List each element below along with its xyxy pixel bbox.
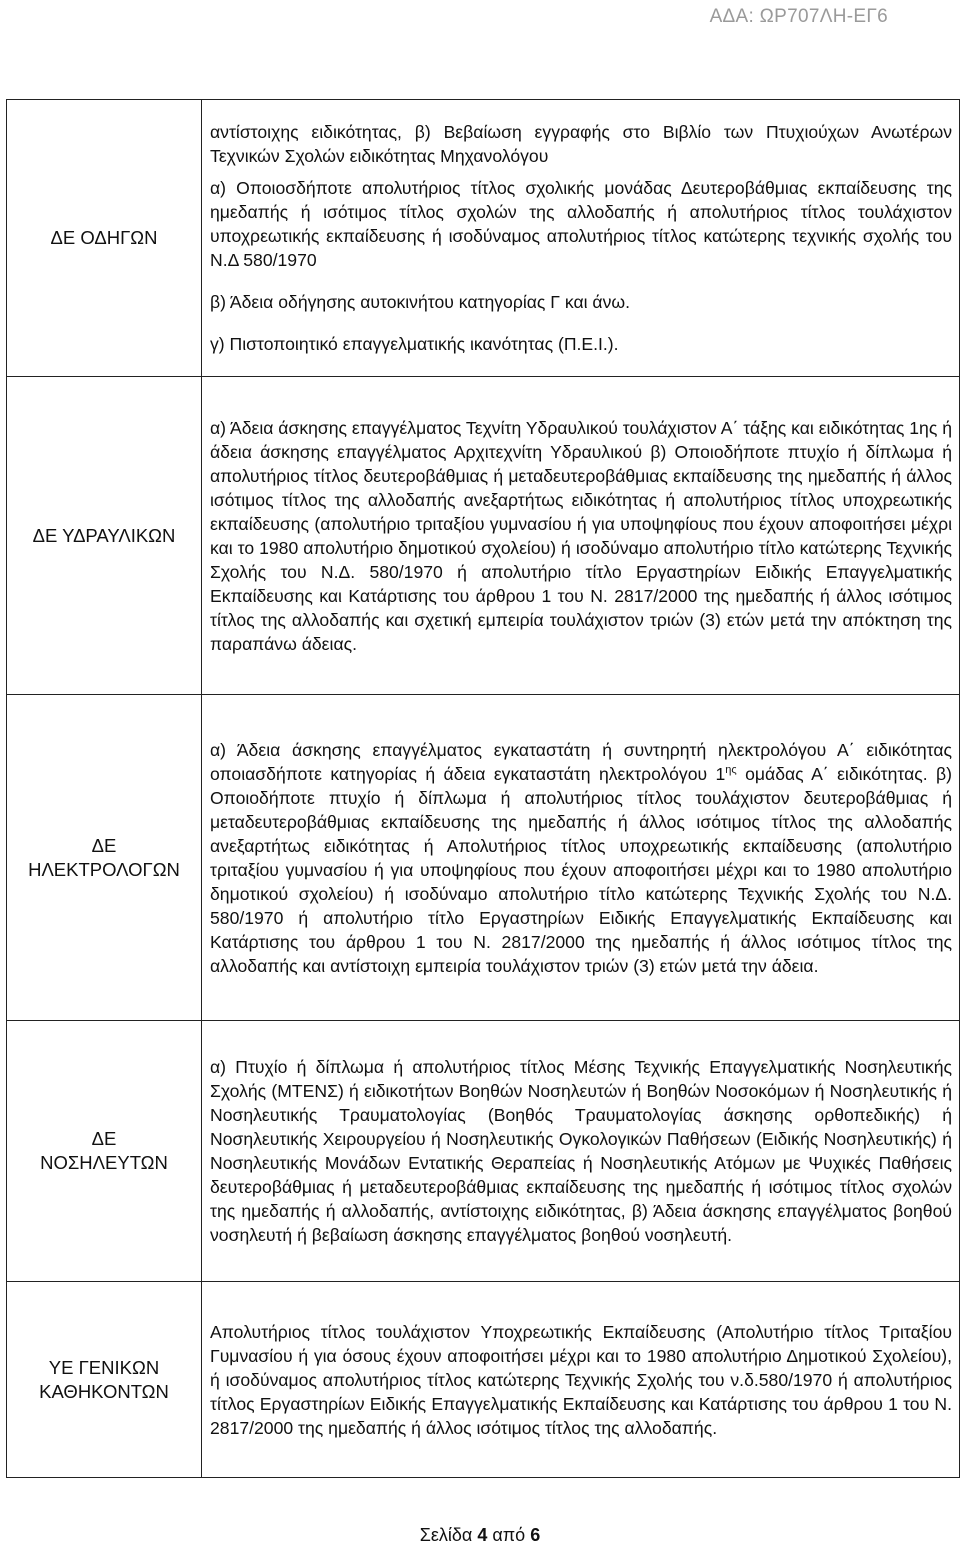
role-general-line1: ΥΕ ΓΕΝΙΚΩΝ bbox=[48, 1356, 160, 1378]
role-cell bbox=[7, 1021, 202, 1282]
role-plumbers: ΔΕ ΥΔΡΑΥΛΙΚΩΝ bbox=[32, 524, 176, 546]
role-nurses-line2: ΝΟΣΗΛΕΥΤΩΝ bbox=[40, 1152, 168, 1173]
role-nurses-line1: ΔΕ bbox=[91, 1128, 117, 1149]
table-row bbox=[7, 1282, 960, 1478]
role-cell bbox=[7, 1282, 202, 1478]
qual-paragraph: β) Άδεια οδήγησης αυτοκινήτου κατηγορίας Γ και άνω. bbox=[210, 292, 631, 312]
qual-paragraph: α) Άδεια άσκησης επαγγέλματος Τεχνίτη Υδραυλικού τουλάχιστον Α΄ τάξης και ειδικότητας 1ης ή άδεια άσκησης επαγγέλματος Αρχιτεχνίτη Υδραυλικού β) Οποιοδήποτε πτυχίο ή δίπλωμα ή απολυτήριος τίτλος δευτεροβάθμιας ή μεταδευτεροβάθμιας εκπαίδευσης της ημεδαπής ή άλλος ισότιμος τίτλος της αλλοδαπής ανεξαρτήτως ειδικότητας ή απολυτήριος τίτλος υποχρεωτικής εκπαίδευσης (απολυτήριο τριταξίου γυμνασίου ή για υποψηφίους που έχουν αποφοιτήσει μέχρι και το 1980 απολυτήριο δημοτικού σχολείου) ή ισοδύναμο απολυτήριο τίτλο κατώτερης Τεχνικής Σχολής του Ν.Δ. 580/1970 ή απολυτήριο τίτλο Εργαστηρίων Ειδικής Επαγγελματικής Εκπαίδευσης και Κατάρτισης του άρθρου 1 του Ν. 2817/2000 της ημεδαπής ή άλλος ισότιμος τίτλος της αλλοδαπής και σχετική εμπειρία τουλάχιστον τριών (3) ετών μετά την απόκτηση της παραπάνω άδειας. bbox=[210, 417, 952, 654]
qualification-cell bbox=[202, 377, 960, 695]
role-electricians-line1: ΔΕ bbox=[91, 834, 117, 856]
page-footer bbox=[0, 1525, 960, 1546]
role-drivers: ΔΕ ΟΔΗΓΩΝ bbox=[50, 227, 158, 248]
footer-page: 4 bbox=[477, 1525, 488, 1545]
role-cell bbox=[7, 695, 202, 1021]
qual-paragraph: Απολυτήριος τίτλος τουλάχιστον Υποχρεωτικής Εκπαίδευσης (Απολυτήριο τίτλος Τριταξίου Γυμνασίου ή για όσους έχουν αποφοιτήσει μέχρι και το 1980 απολυτήριο Δημοτικού Σχολείου), ή ισοδύναμος απολυτήριος τίτλος κατώτερης Τεχνικής Σχολής του ν.δ.580/1970 ή απολυτήριος τίτλος Εργαστηρίων Ειδικής Επαγγελματικής Εκπαίδευσης και Κατάρτισης του άρθρου 1 του Ν. 2817/2000 της ημεδαπής ή άλλος ισότιμος τίτλος της αλλοδαπής. bbox=[210, 1321, 952, 1438]
ada-code: ΑΔΑ: ΩΡ707ΛΗ-ΕΓ6 bbox=[709, 6, 888, 27]
qual-paragraph: α) Πτυχίο ή δίπλωμα ή απολυτήριος τίτλος Μέσης Τεχνικής Επαγγελματικής Νοσηλευτικής Σχολής (ΜΤΕΝΣ) ή ειδικοτήτων Βοηθών Νοσηλευτών ή Βοηθών Νοσοκόμων ή Νοσηλευτικής ή Νοσηλευτικής Τραυματολογίας (Βοηθός Τραυματολογίας άσκησης ορθοπεδικής) ή Νοσηλευτικής Χειρουργείου ή Νοσηλευτικής Ογκολογικών Παθήσεων (Ειδικής Νοσηλευτικής) ή Νοσηλευτικής Μονάδων Εντατικής Θεραπείας ή Νοσηλευτικής Ατόμων με Ψυχικές Παθήσεις δευτεροβάθμιας ή μεταδευτεροβάθμιας εκπαίδευσης της ημεδαπής ή ισότιμος τίτλος σχολών της ημεδαπής ή αλλοδαπής, αντίστοιχης ειδικότητας, β) Άδεια άσκησης επαγγέλματος βοηθού νοσηλευτή ή βεβαίωση άσκησης επαγγέλματος βοηθού νοσηλευτή. bbox=[210, 1057, 952, 1245]
role-electricians-line2: ΗΛΕΚΤΡΟΛΟΓΩΝ bbox=[28, 858, 180, 880]
role-general-line2: ΚΑΘΗΚΟΝΤΩΝ bbox=[39, 1380, 169, 1402]
footer-total: 6 bbox=[530, 1525, 541, 1545]
qual-paragraph: αντίστοιχης ειδικότητας, β) Βεβαίωση εγγραφής στο Βιβλίο των Πτυχιούχων Ανωτέρων Τεχνικών Σχολών ειδικότητας Μηχανολόγου bbox=[210, 122, 952, 166]
qual-paragraph: γ) Πιστοποιητικό επαγγελματικής ικανότητας (Π.Ε.Ι.). bbox=[210, 334, 619, 354]
qual-text-b: ομάδας Α΄ ειδικότητας. β) Οποιοδήποτε πτυχίο ή δίπλωμα ή απολυτήριος τίτλος τουλάχιστον δευτεροβάθμιας ή μεταδευτεροβάθμιας εκπαίδευσης της ημεδαπής ή άλλος ισότιμος τίτλος της αλλοδαπής ανεξαρτήτως ειδικότητας ή Απολυτήριος τίτλος υποχρεωτικής εκπαίδευσης (απολυτήριο τριταξίου γυμνασίου ή για υποψηφίους που έχουν αποφοιτήσει μέχρι και το 1980 απολυτήριο δημοτικού σχολείου) ή ισοδύναμο απολυτήριο τίτλο κατώτερης Τεχνικής Σχολής του Ν.Δ. 580/1970 ή απολυτήριο τίτλο Εργαστηρίων Ειδικής Επαγγελματικής Εκπαίδευσης και Κατάρτισης του άρθρου 1 του Ν. 2817/2000 της ημεδαπής ή άλλος ισότιμος τίτλος της αλλοδαπής και αντίστοιχη εμπειρία τουλάχιστον τριών (3) ετών μετά την άδεια. bbox=[210, 763, 952, 976]
role-cell bbox=[7, 377, 202, 695]
qual-paragraph bbox=[210, 738, 952, 978]
qualification-cell bbox=[202, 1282, 960, 1478]
table-row bbox=[7, 1021, 960, 1282]
qualification-cell bbox=[202, 1021, 960, 1282]
table-row bbox=[7, 695, 960, 1021]
footer-prefix: Σελίδα bbox=[419, 1525, 478, 1545]
role-cell bbox=[7, 100, 202, 377]
qualification-cell bbox=[202, 695, 960, 1021]
qualification-cell bbox=[202, 100, 960, 377]
qualifications-table bbox=[6, 99, 960, 1478]
table-row bbox=[7, 100, 960, 377]
qual-text-a: α) Άδεια άσκησης επαγγέλματος εγκαταστάτη ή συντηρητή ηλεκτρολόγου Α΄ ειδικότητας οποιασδήποτε κατηγορίας ή άδεια εγκαταστάτη ηλεκτρολόγου 1 bbox=[210, 739, 952, 784]
footer-middle: από bbox=[487, 1525, 531, 1545]
table-row bbox=[7, 377, 960, 695]
qual-paragraph: α) Οποιοσδήποτε απολυτήριος τίτλος σχολικής μονάδας Δευτεροβάθμιας εκπαίδευσης της ημεδαπής ή ισότιμος τίτλος σχολών της αλλοδαπής ή απολυτήριος τίτλος τουλάχιστον υποχρεωτικής εκπαίδευσης ή ισοδύναμος απολυτήριος τίτλος κατώτερης τεχνικής σχολής του Ν.Δ 580/1970 bbox=[210, 178, 952, 270]
ordinal-sup: ης bbox=[725, 763, 737, 776]
